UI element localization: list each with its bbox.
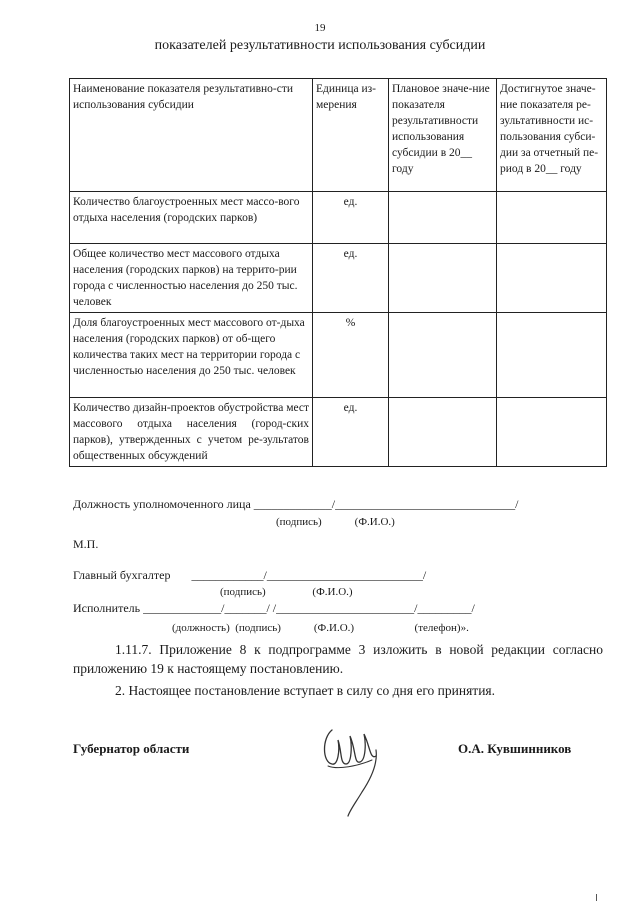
chief-accountant-line: Главный бухгалтер ____________/__________________________/: [73, 568, 427, 582]
signoff-name: О.А. Кувшинников: [458, 741, 572, 756]
handwritten-signature: [318, 720, 384, 820]
paragraph-effective-date: 2. Настоящее постановление вступает в силу со дня его принятия.: [115, 683, 496, 698]
stamp-placeholder: М.П.: [73, 537, 99, 551]
table-row: [70, 192, 607, 244]
executor-line: Исполнитель _____________/_______/ /_______________________/_________/: [73, 601, 475, 615]
row-indicator-name: Общее количество мест массового отдыха населения (городских парков) на террито-рии города с численностью населения до 250 тыс. человек: [70, 244, 313, 313]
row-achieved-value: [497, 244, 607, 313]
row-achieved-value: [497, 398, 607, 467]
row-unit: ед.: [313, 398, 389, 467]
header-unit: Единица из-мерения: [313, 79, 389, 192]
row-indicator-name: Доля благоустроенных мест массового от-дыха населения (городских парков) от об-щего количества таких мест на территории города с численностью населения до 250 тыс. человек: [70, 313, 313, 398]
row-indicator-name: Количество дизайн-проектов обустройства мест массового отдыха населения (город-ских парков), утвержденных с учетом ре-зультатов общественных обсуждений: [70, 398, 313, 467]
header-indicator-name: Наименование показателя результативно-сти использования субсидии: [70, 79, 313, 192]
indicators-table: [69, 78, 607, 467]
authorized-person-caption: (подпись) (Ф.И.О.): [276, 516, 395, 528]
row-achieved-value: [497, 192, 607, 244]
table-row: [70, 244, 607, 313]
row-planned-value: [389, 398, 497, 467]
table-row: [70, 398, 607, 467]
table-header-row: [70, 79, 607, 192]
header-achieved-value: Достигнутое значе-ние показателя ре-зультативности ис-пользования субси-дии за отчетный пе-риод в 20__ году: [497, 79, 607, 192]
header-planned-value: Плановое значе-ние показателя результативности использования субсидии в 20__ году: [389, 79, 497, 192]
row-unit: %: [313, 313, 389, 398]
authorized-person-line: Должность уполномоченного лица _____________/______________________________/: [73, 497, 519, 511]
row-planned-value: [389, 244, 497, 313]
row-planned-value: [389, 192, 497, 244]
row-indicator-name: Количество благоустроенных мест массо-вого отдыха населения (городских парков): [70, 192, 313, 244]
row-unit: ед.: [313, 244, 389, 313]
scan-mark: [596, 894, 597, 901]
row-planned-value: [389, 313, 497, 398]
signoff-position: Губернатор области: [73, 741, 190, 756]
executor-caption: (должность) (подпись) (Ф.И.О.) (телефон)».: [172, 622, 469, 634]
row-achieved-value: [497, 313, 607, 398]
row-unit: ед.: [313, 192, 389, 244]
paragraph-amendment: 1.11.7. Приложение 8 к подпрограмме 3 изложить в новой редакции согласно приложению 19 к настоящему постановлению.: [73, 642, 603, 676]
table-row: [70, 313, 607, 398]
chief-accountant-caption: (подпись) (Ф.И.О.): [220, 586, 353, 598]
page-heading: показателей результативности использования субсидии: [154, 38, 486, 53]
page-number: 19: [314, 22, 326, 34]
